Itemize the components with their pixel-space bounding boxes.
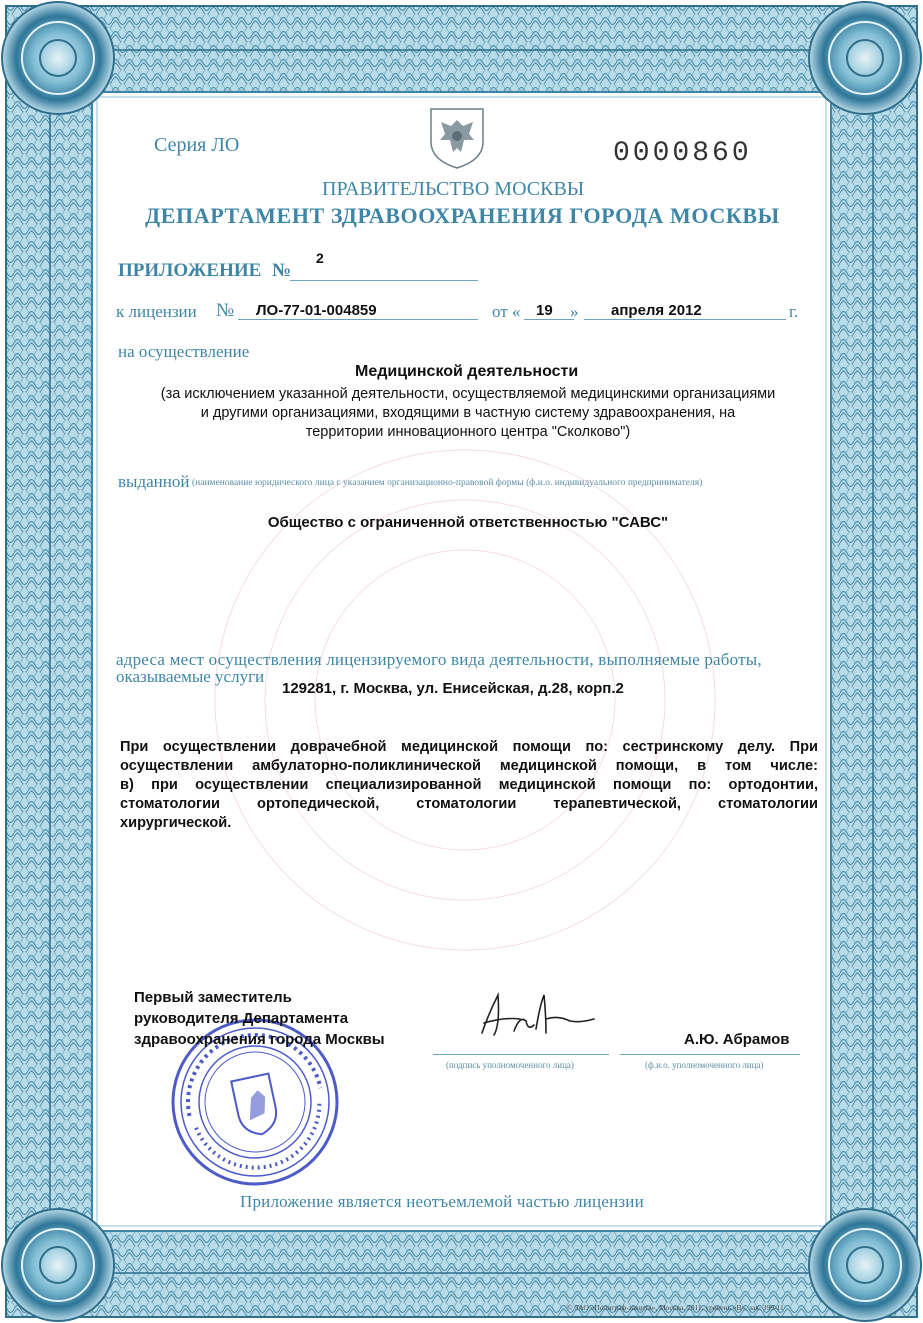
issued-label: выданной bbox=[118, 472, 190, 491]
signer-position-line-1: Первый заместитель bbox=[134, 989, 292, 1006]
signer-position-line-3: здравоохранения города Москвы bbox=[134, 1031, 385, 1048]
activity-line-2: и другими организациями, входящими в частную систему здравоохранения, на bbox=[200, 405, 736, 421]
license-number: ЛО-77-01-004859 bbox=[256, 302, 377, 319]
issued-hint: (наименование юридического лица с указанием организационно-правовой формы (ф.и.о. индивидуального предпринимателя) bbox=[192, 478, 703, 488]
activity-label: на осуществление bbox=[118, 342, 250, 361]
organization-name: Общество с ограниченной ответственностью "САВС" bbox=[267, 514, 669, 531]
signature-underline bbox=[433, 1054, 609, 1055]
services-line-2: осуществлении амбулаторно-поликлинической медицинской помощи, в том числе: bbox=[120, 758, 818, 774]
license-date-underline bbox=[584, 319, 786, 320]
appendix-number-underline bbox=[290, 280, 478, 281]
name-hint: (ф.и.о. уполномоченного лица) bbox=[645, 1060, 764, 1070]
year-suffix: г. bbox=[789, 302, 799, 321]
license-day-underline bbox=[524, 319, 574, 320]
department-title: ДЕПАРТАМЕНТ ЗДРАВООХРАНЕНИЯ ГОРОДА МОСКВЫ bbox=[145, 203, 780, 228]
license-number-underline bbox=[238, 319, 478, 320]
printer-imprint: © ЗАО «Полиграф-защита», Москва, 2011, уровень «В», зак. 399-11 bbox=[567, 1303, 784, 1312]
addresses-label-line-2: оказываемые услуги bbox=[116, 667, 265, 686]
services-line-5: хирургической. bbox=[120, 815, 232, 831]
signer-position-line-2: руководителя Департамента bbox=[134, 1010, 349, 1027]
services-line-1: При осуществлении доврачебной медицинской помощи по: сестринскому делу. При bbox=[120, 739, 818, 755]
from-label: от « bbox=[492, 302, 521, 321]
license-label: к лицензии bbox=[116, 302, 197, 321]
footer-note: Приложение является неотъемлемой частью лицензии bbox=[240, 1192, 644, 1211]
signer-name: А.Ю. Абрамов bbox=[684, 1031, 790, 1048]
russian-coat-of-arms-icon bbox=[428, 106, 486, 170]
license-day: 19 bbox=[536, 302, 553, 319]
license-number-sign: № bbox=[216, 300, 235, 321]
signature-hint: (подпись уполномоченного лица) bbox=[446, 1060, 574, 1070]
activity-line-3: территории инновационного центра "Сколково") bbox=[305, 424, 631, 440]
license-month-year: апреля 2012 bbox=[611, 302, 702, 319]
services-line-4: стоматологии ортопедической, стоматологии терапевтической, стоматологии bbox=[120, 796, 818, 812]
addresses-label-line-1: адреса мест осуществления лицензируемого вида деятельности, выполняемые работы, bbox=[116, 650, 762, 669]
document-number: 0000860 bbox=[613, 138, 752, 169]
series-label: Серия ЛО bbox=[154, 134, 240, 156]
appendix-number-sign: № bbox=[272, 260, 292, 281]
appendix-label: ПРИЛОЖЕНИЕ bbox=[118, 260, 262, 281]
name-underline bbox=[620, 1054, 800, 1055]
government-title: ПРАВИТЕЛЬСТВО МОСКВЫ bbox=[322, 178, 585, 200]
services-line-3: в) при осуществлении специализированной медицинской помощи по: ортодонтии, bbox=[120, 777, 818, 793]
handwritten-signature bbox=[470, 985, 600, 1045]
activity-title: Медицинской деятельности bbox=[355, 363, 579, 380]
activity-line-1: (за исключением указанной деятельности, осуществляемой медицинскими организациями bbox=[160, 386, 776, 402]
day-close-quote: » bbox=[570, 302, 579, 321]
address: 129281, г. Москва, ул. Енисейская, д.28, корп.2 bbox=[282, 680, 624, 697]
appendix-number: 2 bbox=[316, 250, 324, 266]
